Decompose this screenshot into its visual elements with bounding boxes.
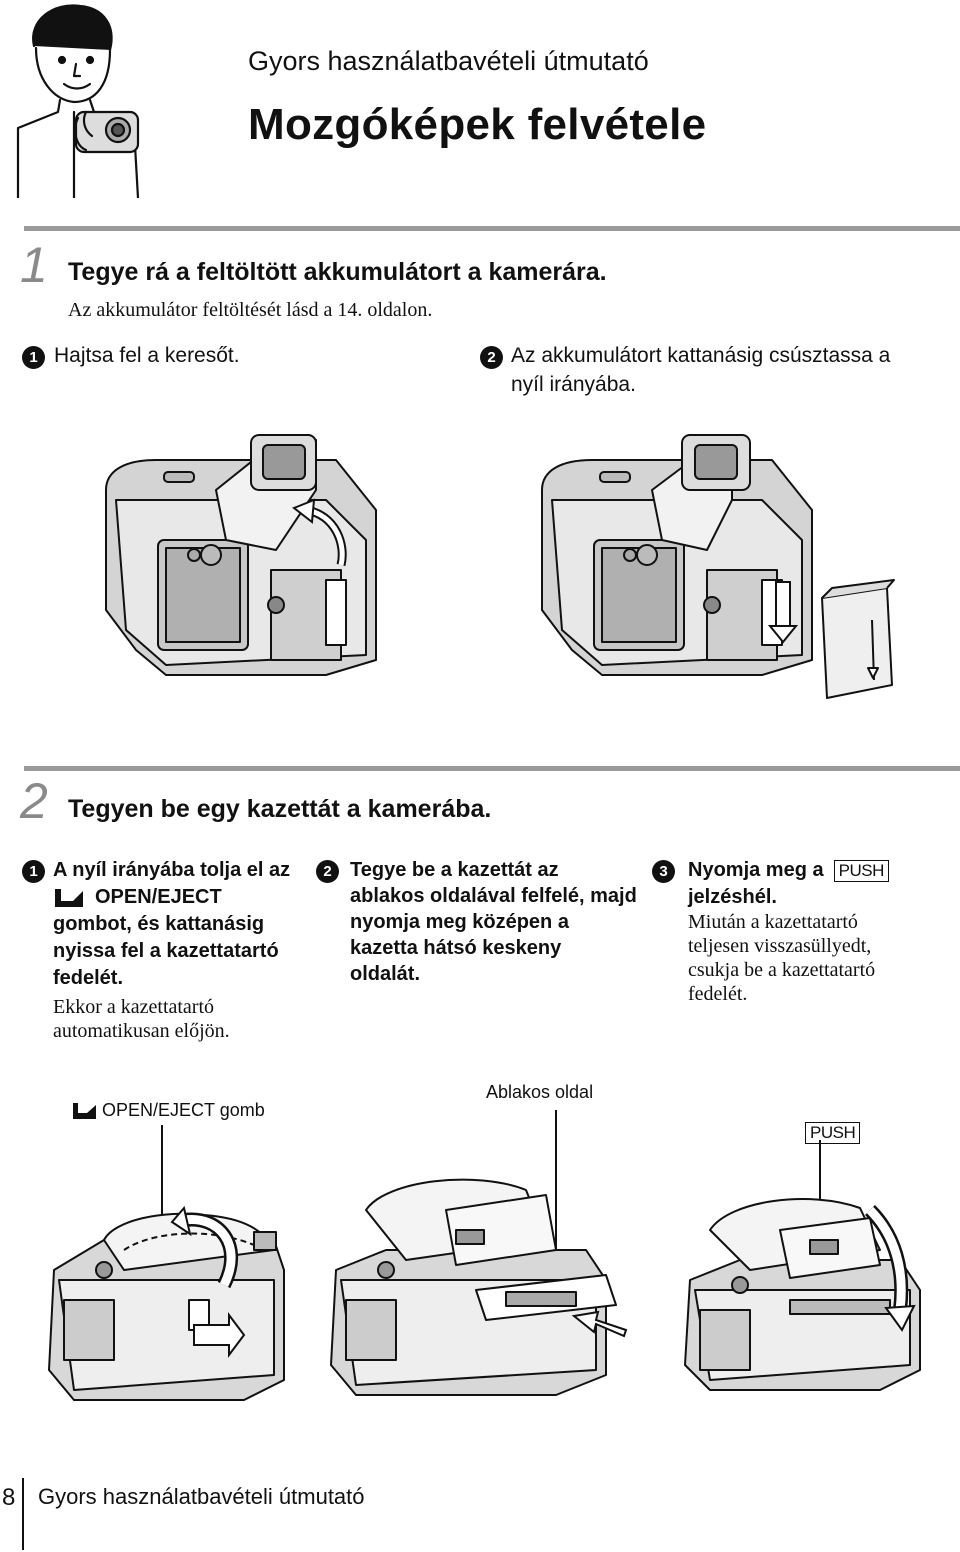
push-callout: PUSH xyxy=(805,1122,860,1144)
substep-note: csukja be a kazettatartó xyxy=(688,959,876,981)
window-side-callout: Ablakos oldal xyxy=(486,1082,594,1102)
camcorder-open-lid-illustration xyxy=(44,1120,294,1410)
open-eject-callout xyxy=(72,1100,265,1121)
header-subtitle: Gyors használatbavételi útmutató xyxy=(248,46,649,76)
step-note: Az akkumulátor feltöltését lásd a 14. oldalon. xyxy=(68,299,433,321)
substep-note: fedelét. xyxy=(688,983,748,1005)
step-number: 2 xyxy=(20,773,48,829)
substep-text: gombot, és kattanásig xyxy=(53,913,265,935)
substep-note: Miután a kazettatartó xyxy=(688,911,858,933)
substep-marker: 3 xyxy=(652,860,675,883)
eject-icon xyxy=(72,1102,100,1120)
substep-text: nyíl irányába. xyxy=(511,373,636,396)
open-eject-callout-label: OPEN/EJECT gomb xyxy=(102,1100,265,1120)
substep-text: nyissa fel a kazettatartó xyxy=(53,940,279,962)
substep-text: Tegye be a kazettát az xyxy=(350,859,559,881)
substep-marker: 2 xyxy=(480,346,503,369)
substep-text xyxy=(53,884,222,911)
substep-note: automatikusan előjön. xyxy=(53,1020,230,1042)
substep-text: oldalát. xyxy=(350,963,421,985)
substep-note: teljesen visszasüllyedt, xyxy=(688,935,872,957)
substep-text xyxy=(688,857,889,884)
camcorder-battery-illustration xyxy=(532,430,902,705)
substep-marker: 1 xyxy=(22,346,45,369)
person-with-camcorder-illustration xyxy=(14,0,146,198)
substep-text: A nyíl irányába tolja el az xyxy=(53,859,291,881)
substep-text: Az akkumulátort kattanásig csúsztassa a xyxy=(511,344,891,367)
open-eject-label: OPEN/EJECT xyxy=(95,886,222,908)
substep-marker: 2 xyxy=(316,860,339,883)
push-mark: PUSH xyxy=(834,860,889,882)
step-number: 1 xyxy=(20,237,48,293)
substep-text: kazetta hátsó keskeny xyxy=(350,937,562,959)
substep-text: ablakos oldalával felfelé, majd xyxy=(350,885,637,907)
eject-icon xyxy=(53,887,89,909)
camcorder-viewfinder-illustration xyxy=(96,430,396,680)
substep-text-pre: Nyomja meg a xyxy=(688,859,824,881)
substep-text: nyomja meg középen a xyxy=(350,911,569,933)
substep-text: fedelét. xyxy=(53,967,124,989)
footer-divider xyxy=(22,1478,24,1550)
footer-text: Gyors használatbavételi útmutató xyxy=(38,1484,365,1509)
camcorder-insert-cassette-illustration xyxy=(326,1100,636,1400)
substep-text: jelzéshél. xyxy=(688,886,777,908)
page-title: Mozgóképek felvétele xyxy=(248,100,707,149)
substep-text: Hajtsa fel a keresőt. xyxy=(54,344,240,367)
step-heading: Tegyen be egy kazettát a kamerába. xyxy=(68,795,492,823)
substep-marker: 1 xyxy=(22,860,45,883)
section-divider xyxy=(24,766,960,771)
substep-note: Ekkor a kazettatartó xyxy=(53,996,215,1018)
step-heading: Tegye rá a feltöltött akkumulátort a kamerára. xyxy=(68,258,607,286)
section-divider xyxy=(24,226,960,231)
page-number: 8 xyxy=(2,1484,16,1511)
camcorder-push-lid-illustration xyxy=(680,1140,930,1400)
